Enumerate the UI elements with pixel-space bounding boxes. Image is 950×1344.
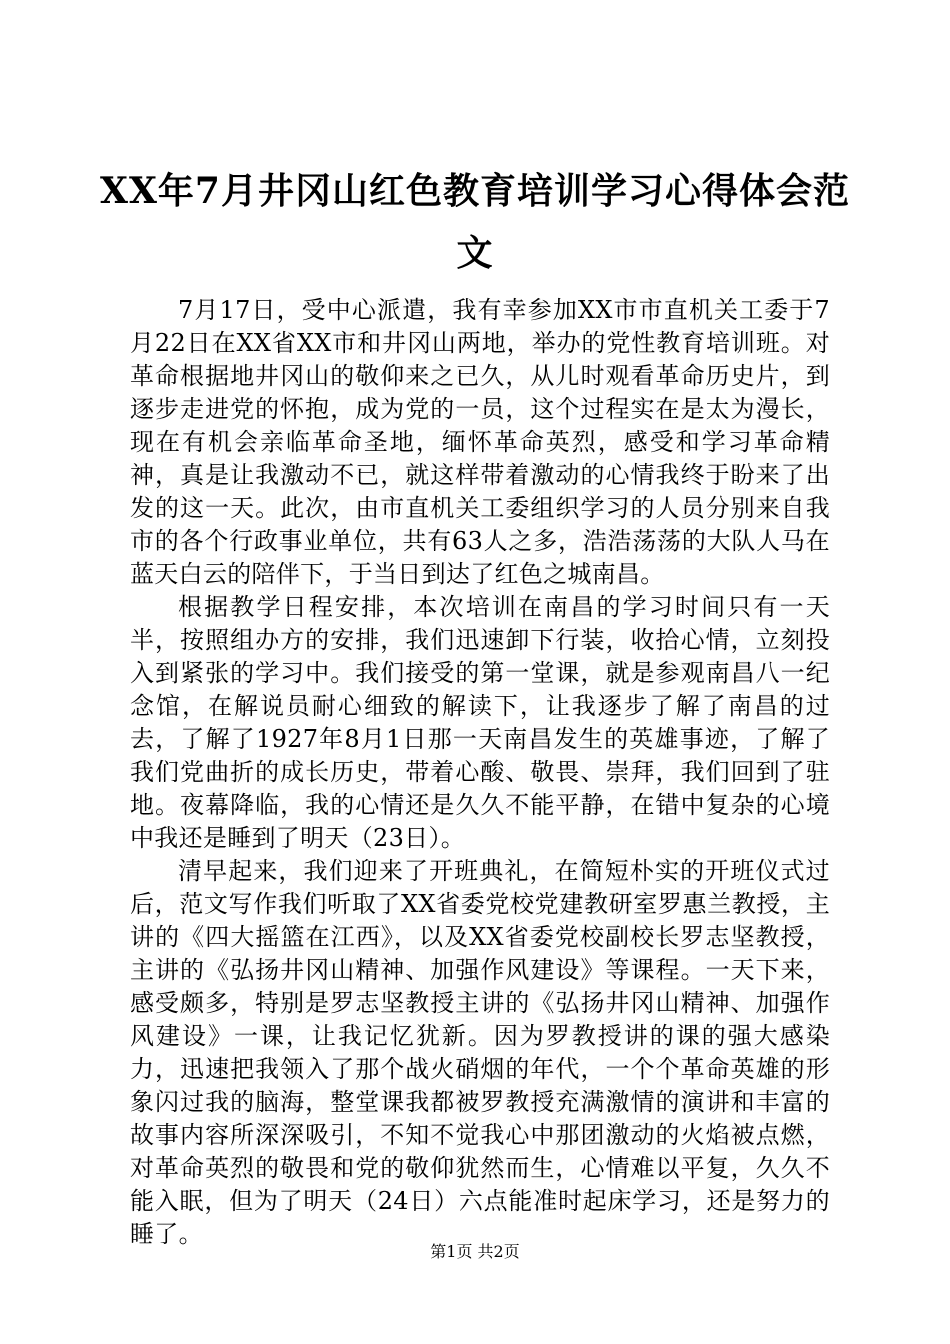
- paragraph: 根据教学日程安排，本次培训在南昌的学习时间只有一天半，按照组办方的安排，我们迅速卸下行装，收拾心情，立刻投入到紧张的学习中。我们接受的第一堂课，就是参观南昌八一纪念馆，在解说员耐心细致的解读下，让我逐步了解了南昌的过去，了解了1927年8月1日那一天南昌发生的英雄事迹，了解了我们党曲折的成长历史，带着心酸、敬畏、崇拜，我们回到了驻地。夜幕降临，我的心情还是久久不能平静，在错中复杂的心境中我还是睡到了明天（23日）。: [130, 593, 830, 852]
- page-number-footer: 第1页 共2页: [430, 1242, 520, 1261]
- document-title: XX年7月井冈山红色教育培训学习心得体会范文: [100, 170, 850, 274]
- paragraph: 7月17日，受中心派遣，我有幸参加XX市市直机关工委于7月22日在XX省XX市和井冈山两地，举办的党性教育培训班。对革命根据地井冈山的敬仰来之已久，从儿时观看革命历史片，到逐步走进党的怀抱，成为党的一员，这个过程实在是太为漫长，现在有机会亲临革命圣地，缅怀革命英烈，感受和学习革命精神，真是让我激动不已，就这样带着激动的心情我终于盼来了出发的这一天。此次，由市直机关工委组织学习的人员分别来自我市的各个行政事业单位，共有63人之多，浩浩荡荡的大队人马在蓝天白云的陪伴下，于当日到达了红色之城南昌。: [130, 296, 830, 588]
- document-body: [130, 294, 830, 1251]
- paragraph: 清早起来，我们迎来了开班典礼，在简短朴实的开班仪式过后，范文写作我们听取了XX省委党校党建教研室罗惠兰教授，主讲的《四大摇篮在江西》，以及XX省委党校副校长罗志坚教授，主讲的《弘扬井冈山精神、加强作风建设》等课程。一天下来，感受颇多，特别是罗志坚教授主讲的《弘扬井冈山精神、加强作风建设》一课，让我记忆犹新。因为罗教授讲的课的强大感染力，迅速把我领入了那个战火硝烟的年代，一个个革命英雄的形象闪过我的脑海，整堂课我都被罗教授充满激情的演讲和丰富的故事内容所深深吸引，不知不觉我心中那团激动的火焰被点燃，对革命英烈的敬畏和党的敬仰犹然而生，心情难以平复，久久不能入眠，但为了明天（24日）六点能准时起床学习，还是努力的睡了。: [130, 857, 830, 1248]
